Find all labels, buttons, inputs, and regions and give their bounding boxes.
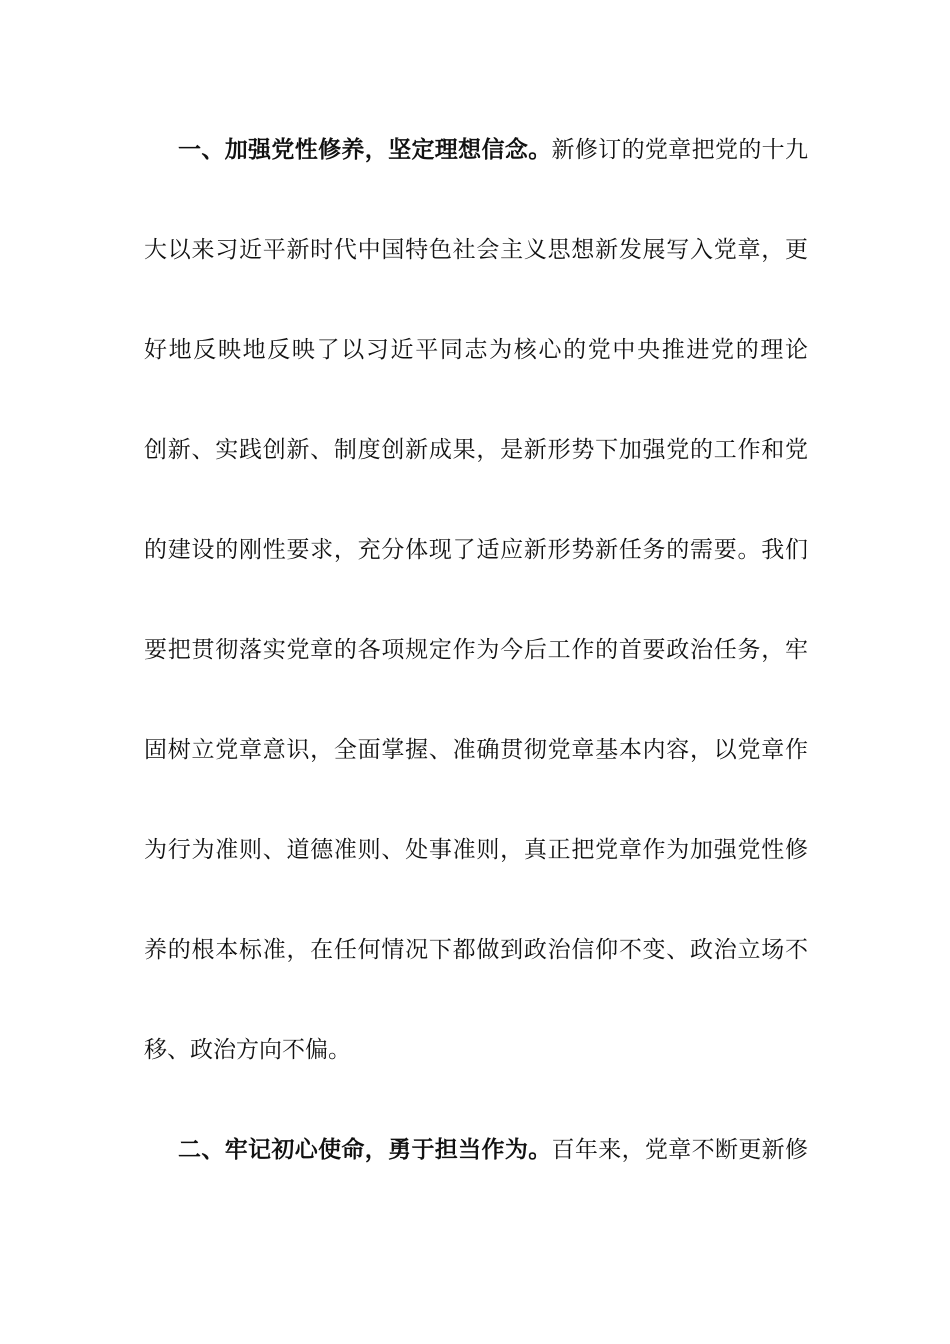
paragraph-1-line-4: 创新、实践创新、制度创新成果，是新形势下加强党的工作和党 bbox=[144, 437, 808, 463]
paragraph-1-line-2: 大以来习近平新时代中国特色社会主义思想新发展写入党章，更 bbox=[144, 237, 808, 263]
paragraph-2-line-1 bbox=[144, 1125, 808, 1225]
document-body bbox=[144, 125, 808, 1225]
paragraph-1-line-7: 固树立党章意识，全面掌握、准确贯彻党章基本内容，以党章作 bbox=[144, 737, 808, 763]
paragraph-1-line-1 bbox=[144, 125, 808, 225]
paragraph-1-line-8: 为行为准则、道德准则、处事准则，真正把党章作为加强党性修 bbox=[144, 837, 808, 863]
paragraph-1-line-3: 好地反映地反映了以习近平同志为核心的党中央推进党的理论 bbox=[144, 337, 808, 363]
section-heading-2: 二、牢记初心使命，勇于担当作为。 bbox=[178, 1137, 552, 1163]
body-text: 百年来，党章不断更新修 bbox=[551, 1137, 809, 1163]
paragraph-1-line-6: 要把贯彻落实党章的各项规定作为今后工作的首要政治任务，牢 bbox=[144, 637, 808, 663]
paragraph-1-line-10: 移、政治方向不偏。 bbox=[144, 1037, 351, 1063]
body-text: 新修订的党章把党的十九 bbox=[551, 137, 809, 163]
paragraph-1-line-9: 养的根本标准，在任何情况下都做到政治信仰不变、政治立场不 bbox=[144, 937, 808, 963]
section-heading-1: 一、加强党性修养，坚定理想信念。 bbox=[178, 137, 552, 163]
paragraph-1-line-5: 的建设的刚性要求，充分体现了适应新形势新任务的需要。我们 bbox=[144, 537, 808, 563]
